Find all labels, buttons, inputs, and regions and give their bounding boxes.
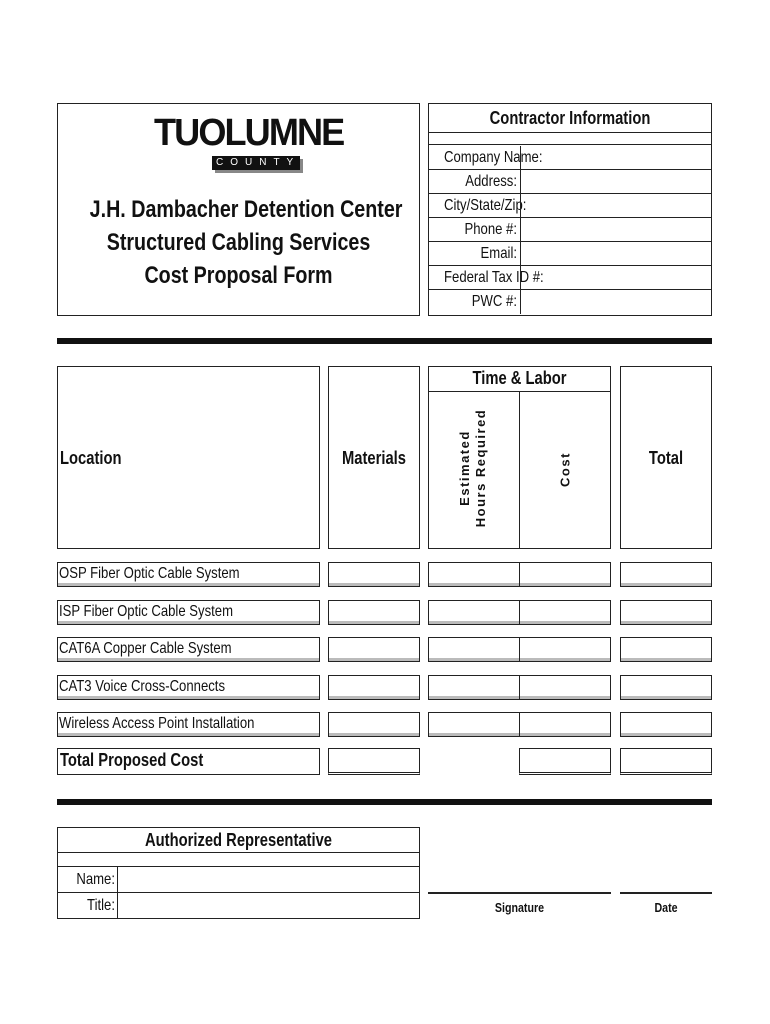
- cost-field[interactable]: [519, 712, 611, 737]
- contractor-field-input[interactable]: [520, 242, 712, 266]
- hours-header-line1: Estimated: [457, 430, 472, 506]
- date-line[interactable]: [620, 892, 712, 894]
- hours-field[interactable]: [428, 562, 520, 587]
- contractor-field-input[interactable]: [520, 290, 712, 314]
- contractor-field-input[interactable]: [520, 266, 712, 290]
- contractor-field-label: PWC #:: [471, 293, 517, 310]
- total-field[interactable]: [620, 675, 712, 700]
- hours-field[interactable]: [428, 637, 520, 662]
- cost-field[interactable]: [519, 600, 611, 625]
- representative-header: Authorized Representative: [144, 830, 333, 850]
- cost-field[interactable]: [519, 675, 611, 700]
- location-header: Location: [60, 448, 122, 468]
- cost-field[interactable]: [519, 637, 611, 662]
- cost-field[interactable]: [519, 562, 611, 587]
- contractor-info-spacer: [428, 133, 712, 145]
- grand-total-field[interactable]: [620, 748, 712, 775]
- location-label: CAT3 Voice Cross-Connects: [59, 678, 226, 695]
- section-divider-bottom: [57, 799, 712, 805]
- hours-field[interactable]: [428, 600, 520, 625]
- materials-header: Materials: [341, 448, 406, 468]
- materials-field[interactable]: [328, 600, 420, 625]
- contractor-field-input[interactable]: [520, 194, 712, 218]
- page-title-line2: Structured Cabling Services: [106, 229, 371, 256]
- total-header: Total: [648, 448, 684, 468]
- contractor-field-label: Phone #:: [464, 221, 517, 238]
- county-logo: [150, 112, 344, 182]
- contractor-field-label: Federal Tax ID #:: [444, 269, 544, 286]
- rep-title-field[interactable]: [117, 893, 420, 919]
- logo-county-text: COUNTY: [216, 157, 301, 168]
- contractor-field-label: Company Name:: [444, 149, 543, 166]
- contractor-field-input[interactable]: [520, 146, 712, 170]
- rep-name-label: Name:: [76, 871, 115, 888]
- location-label: ISP Fiber Optic Cable System: [59, 603, 234, 620]
- total-field[interactable]: [620, 637, 712, 662]
- hours-field[interactable]: [428, 675, 520, 700]
- contractor-field-label: Address:: [465, 173, 517, 190]
- contractor-field-input[interactable]: [520, 218, 712, 242]
- location-label: OSP Fiber Optic Cable System: [59, 565, 240, 582]
- contractor-field-input[interactable]: [520, 170, 712, 194]
- logo-wordmark: TUOLUMNE: [154, 112, 344, 154]
- rep-title-label: Title:: [87, 897, 115, 914]
- hours-field[interactable]: [428, 712, 520, 737]
- total-materials-field[interactable]: [328, 748, 420, 775]
- page-title-line3: Cost Proposal Form: [144, 262, 333, 289]
- total-field[interactable]: [620, 562, 712, 587]
- signature-line[interactable]: [428, 892, 611, 894]
- contractor-field-label: Email:: [480, 245, 517, 262]
- total-field[interactable]: [620, 712, 712, 737]
- hours-header-line2: Hours Required: [473, 408, 488, 528]
- hours-cost-divider: [519, 391, 520, 549]
- section-divider-top: [57, 338, 712, 344]
- time-labor-header: Time & Labor: [472, 368, 567, 388]
- signature-label: Signature: [494, 900, 545, 915]
- total-row-label: Total Proposed Cost: [60, 750, 204, 770]
- representative-spacer: [57, 853, 420, 867]
- contractor-info-header: Contractor Information: [489, 108, 651, 128]
- contractor-field-label: City/State/Zip:: [444, 197, 527, 214]
- materials-field[interactable]: [328, 675, 420, 700]
- materials-field[interactable]: [328, 712, 420, 737]
- page-title-line1: J.H. Dambacher Detention Center: [89, 196, 403, 223]
- materials-field[interactable]: [328, 637, 420, 662]
- rep-name-field[interactable]: [117, 867, 420, 893]
- total-cost-field[interactable]: [519, 748, 611, 775]
- location-label: Wireless Access Point Installation: [59, 715, 255, 732]
- date-label: Date: [654, 900, 678, 915]
- total-field[interactable]: [620, 600, 712, 625]
- location-label: CAT6A Copper Cable System: [59, 640, 232, 657]
- materials-field[interactable]: [328, 562, 420, 587]
- cost-header-text: Cost: [557, 452, 573, 487]
